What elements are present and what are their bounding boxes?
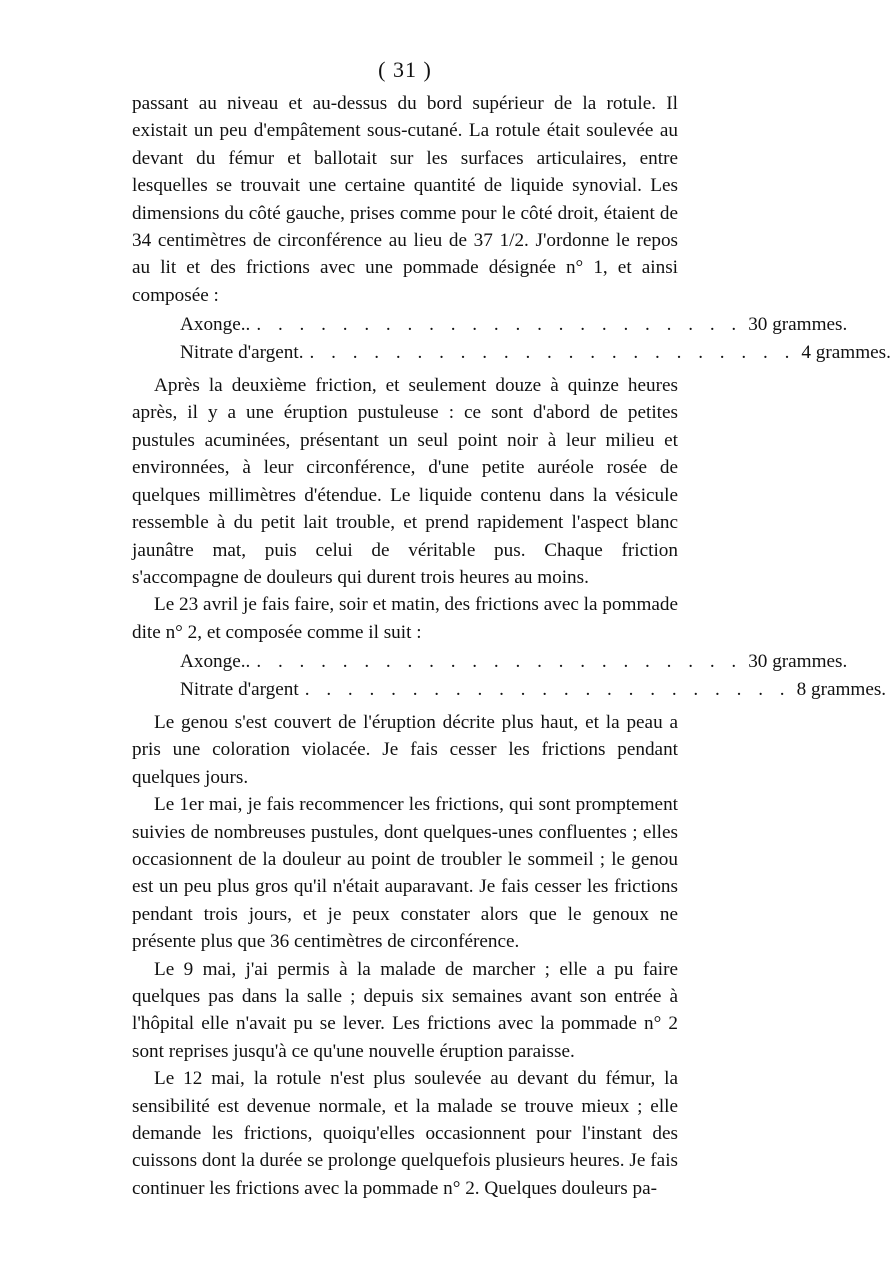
paragraph-9-may: Le 9 mai, j'ai permis à la malade de marcher ; elle a pu faire quelques pas dans la salle ; depuis six semaines avant son entrée à l'hôpital elle n'avait pu se lever. Les frictions avec la pommade n° 2 sont reprises jusqu'à ce qu'une nouvelle éruption paraisse. (132, 958, 678, 1062)
ingredient-name: Axonge.. (180, 651, 251, 673)
formula-row (180, 339, 891, 366)
formula-row (180, 311, 848, 338)
ingredient-amount: 30 grammes. (748, 651, 848, 673)
prescription-formula-1 (132, 311, 891, 366)
paragraph-12-may: Le 12 mai, la rotule n'est plus soulevée au devant du fémur, la sensibilité est devenue normale, et la malade se trouve mieux ; elle demande les frictions, quoiqu'elles occasionnent pour l'instant des cuissons dont la durée se prolonge quelquefois plusieurs heures. Je fais continuer les frictions avec la pommade n° 2. Quelques douleurs pa- (132, 1068, 678, 1199)
formula-row (180, 676, 887, 703)
ingredient-amount: 8 grammes. (796, 678, 887, 700)
leader-dots: . . . . . . . . . . . . . . . . . . . . . . . (256, 314, 743, 336)
leader-dots: . . . . . . . . . . . . . . . . . . . . . . . (309, 341, 796, 363)
ingredient-amount: 4 grammes. (801, 341, 891, 363)
prescription-formula-2 (132, 648, 887, 703)
document-page (132, 56, 891, 1202)
paragraph-1-may: Le 1er mai, je fais recommencer les frictions, qui sont promptement suivies de nombreuses pustules, dont quelques-unes confluentes ; elles occasionnent de la douleur au point de troubler le sommeil ; le genou est un peu plus gros qu'il n'était auparavant. Je fais cesser les frictions pendant trois jours, et je peux constater alors que le genoux ne présente plus que 36 centimètres de circonférence. (132, 794, 678, 953)
leader-dots: . . . . . . . . . . . . . . . . . . . . . . . (304, 678, 791, 700)
page-number: ( 31 ) (378, 57, 432, 82)
paragraph-continuation: passant au niveau et au-dessus du bord supérieur de la rotule. Il existait un peu d'empâtement sous-cutané. La rotule était soulevée au devant du fémur et ballotait sur les surfaces articulaires, entre lesquelles se trouvait une certaine quantité de liquide synovial. Les dimensions du côté gauche, prises comme pour le côté droit, étaient de 34 centimètres de circonférence au lieu de 37 1/2. J'ordonne le repos au lit et des frictions avec une pommade désignée n° 1, et ainsi composée : (132, 93, 678, 306)
formula-row (180, 648, 848, 675)
ingredient-name: Nitrate d'argent. (180, 341, 304, 363)
ingredient-name: Nitrate d'argent (180, 678, 299, 700)
paragraph-23-april: Le 23 avril je fais faire, soir et matin, des frictions avec la pommade dite n° 2, et composée comme il suit : (132, 594, 678, 643)
paragraph-knee-eruption: Le genou s'est couvert de l'éruption décrite plus haut, et la peau a pris une coloration violacée. Je fais cesser les frictions pendant quelques jours. (132, 711, 678, 788)
paragraph-eruption: Après la deuxième friction, et seulement douze à quinze heures après, il y a une éruption pustuleuse : ce sont d'abord de petites pustules acuminées, présentant un seul point noir à leur milieu et environnées, à leur circonférence, d'une petite auréole rosée de quelques millimètres d'étendue. Le liquide contenu dans la vésicule ressemble à du petit lait trouble, et prend rapidement l'aspect blanc jaunâtre mat, puis celui de véritable pus. Chaque friction s'accompagne de douleurs qui durent trois heures au moins. (132, 375, 678, 588)
ingredient-name: Axonge.. (180, 314, 251, 336)
leader-dots: . . . . . . . . . . . . . . . . . . . . . . . (256, 651, 743, 673)
ingredient-amount: 30 grammes. (748, 314, 848, 336)
